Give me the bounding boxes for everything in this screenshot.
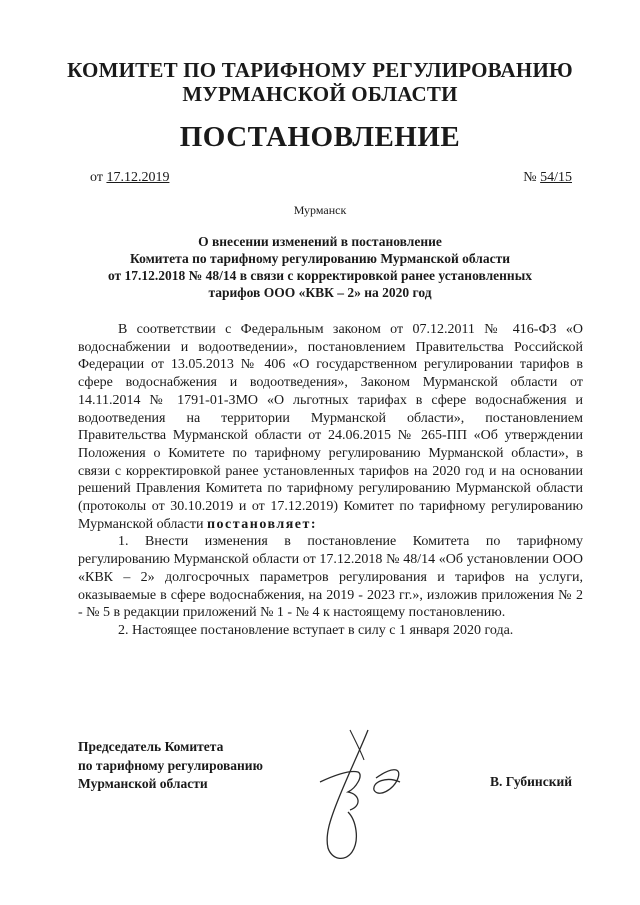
document-subject bbox=[60, 233, 580, 301]
subject-line4: тарифов ООО «КВК – 2» на 2020 год bbox=[208, 285, 432, 300]
document-number bbox=[523, 170, 572, 186]
resolve-suffix: : bbox=[310, 516, 318, 532]
handwritten-signature bbox=[290, 720, 430, 870]
number-value: 54/15 bbox=[540, 170, 572, 185]
resolution-item-1: 1. Внести изменения в постановление Комитета по тарифному регулированию Мурманской области от 17.12.2018 № 48/14 «Об установлении ООО «КВК – 2» долгосрочных параметров регулирования и тарифов на услуги, оказываемые в сфере водоснабжения, на 2019 - 2023 гг.», изложив приложения № 2 - № 5 в редакции приложений № 1 - № 4 к настоящему постановлению. bbox=[78, 534, 583, 621]
signatory-position-line3: Мурманской области bbox=[78, 776, 208, 791]
resolution-item-2: 2. Настоящее постановление вступает в силу с 1 января 2020 года. bbox=[118, 622, 514, 638]
date-prefix: от bbox=[90, 170, 107, 185]
organization-title-line1: КОМИТЕТ ПО ТАРИФНОМУ РЕГУЛИРОВАНИЮ bbox=[67, 58, 573, 82]
signatory-name: В. Губинский bbox=[490, 774, 573, 789]
document-body bbox=[78, 321, 583, 640]
organization-title-line2: МУРМАНСКОЙ ОБЛАСТИ bbox=[182, 82, 458, 106]
document-date bbox=[90, 170, 169, 186]
resolve-word: постановляет bbox=[206, 516, 311, 532]
preamble-text: В соответствии с Федеральным законом от 07.12.2011 № 416-ФЗ «О водоснабжении и водоотведении», постановлением Правительства Российской Федерации от 13.05.2013 № 406 «О государственном регулировании тарифов в сфере водоснабжения и водоотведения», Законом Мурманской области от 14.11.2014 № 1791-01-ЗМО «О льготных тарифах в сфере водоснабжения и водоотведения на территории Мурманской области», постановлением Правительства Мурманской области от 24.06.2015 № 265-ПП «Об утверждении Положения о Комитете по тарифному регулированию Мурманской области», в связи с корректировкой ранее установленных тарифов на 2020 год и на основании решений Правления Комитета по тарифному регулированию Мурманской области (протоколы от 30.10.2019 и от 17.12.2019) Комитет по тарифному регулированию Мурманской области bbox=[78, 322, 583, 532]
subject-line2: Комитета по тарифному регулированию Мурманской области bbox=[129, 251, 511, 266]
city: Мурманск bbox=[293, 203, 347, 217]
signatory-position bbox=[78, 738, 263, 794]
document-type-heading: ПОСТАНОВЛЕНИЕ bbox=[179, 121, 461, 153]
organization-title bbox=[0, 58, 640, 106]
date-value: 17.12.2019 bbox=[106, 170, 170, 185]
subject-line3: от 17.12.2018 № 48/14 в связи с корректировкой ранее установленных bbox=[107, 268, 533, 283]
preamble-paragraph bbox=[78, 321, 583, 533]
subject-line1: О внесении изменений в постановление bbox=[198, 234, 442, 249]
signatory-position-line2: по тарифному регулированию bbox=[78, 757, 263, 773]
signatory-position-line1: Председатель Комитета bbox=[78, 739, 224, 754]
number-prefix: № bbox=[523, 170, 541, 185]
